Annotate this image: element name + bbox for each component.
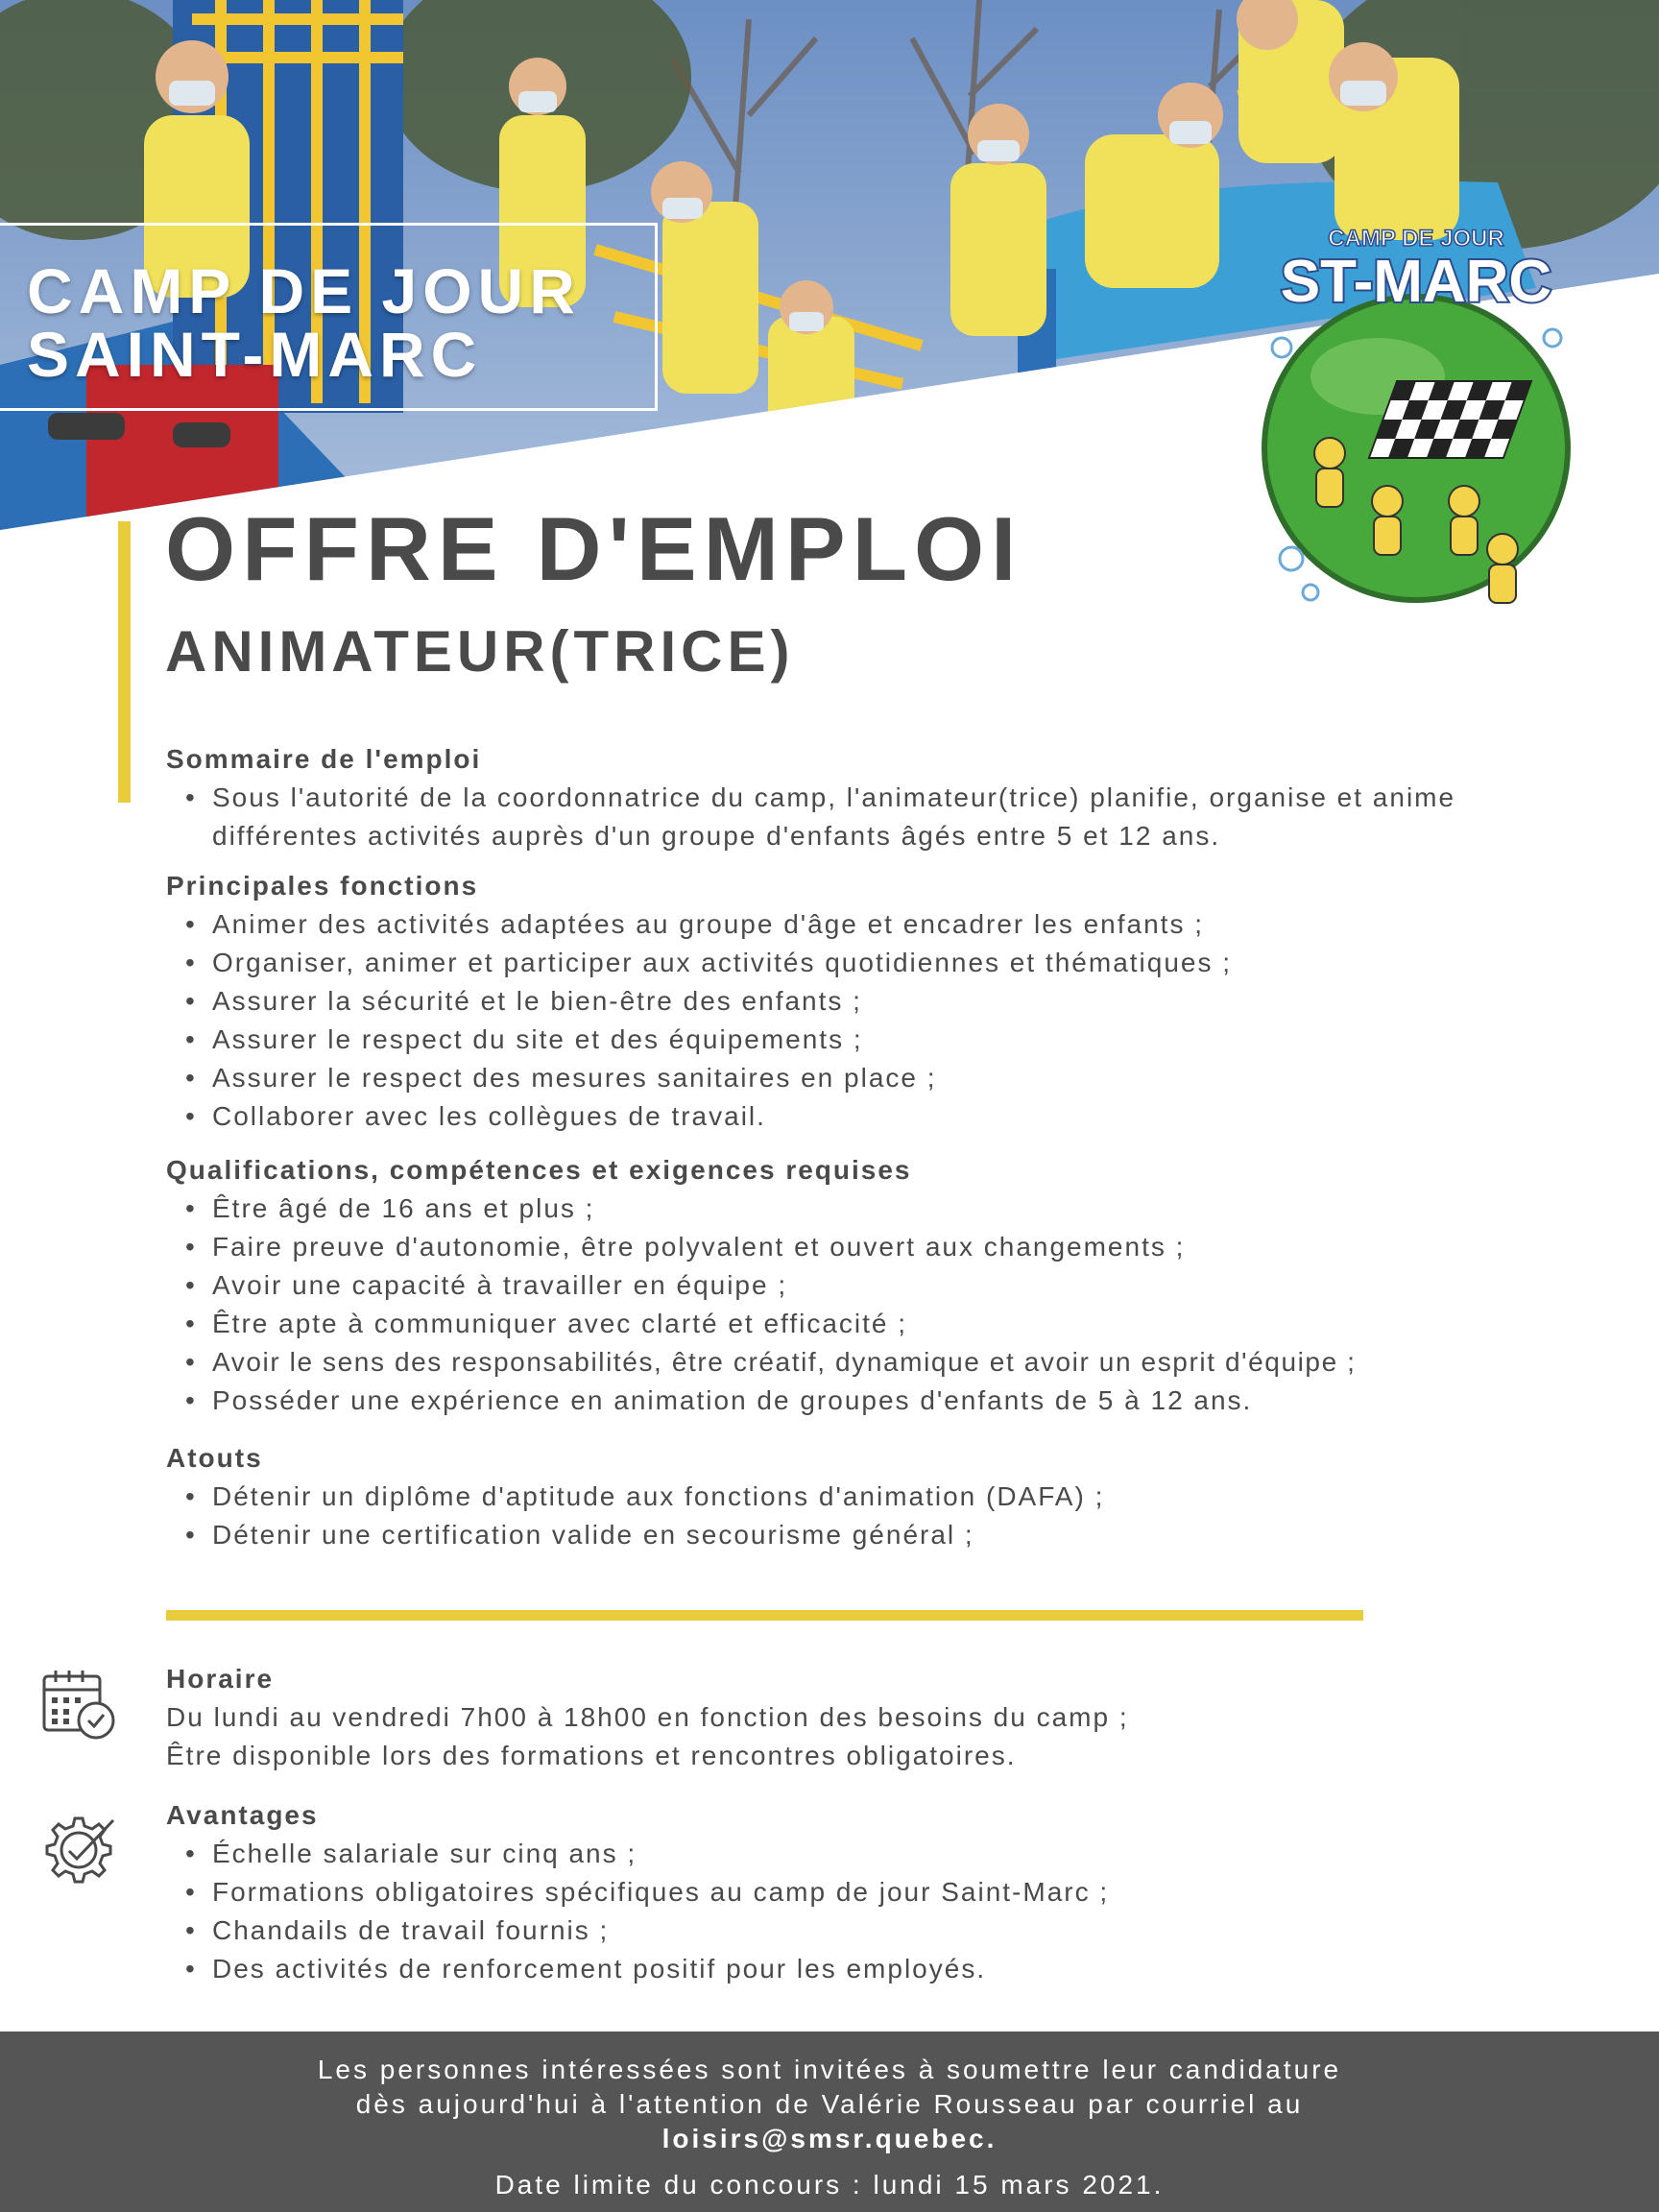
hero-title	[27, 255, 581, 390]
list-item: • Assurer le respect des mesures sanitaires en place ;	[166, 1059, 1558, 1097]
list-item: • Détenir un diplôme d'aptitude aux fonctions d'animation (DAFA) ;	[166, 1478, 1558, 1516]
page-subtitle: ANIMATEUR(TRICE)	[165, 619, 795, 684]
horaire-line: Du lundi au vendredi 7h00 à 18h00 en fonction des besoins du camp ;	[166, 1702, 1129, 1732]
section-title: Horaire	[166, 1664, 275, 1694]
section-horaire	[166, 1660, 1558, 1775]
list-item: • Formations obligatoires spécifiques au camp de jour Saint-Marc ;	[166, 1873, 1558, 1911]
section-sommaire	[166, 740, 1558, 855]
section-qualifications	[166, 1151, 1606, 1420]
section-divider	[166, 1610, 1363, 1621]
hero-title-line1: CAMP DE JOUR	[27, 255, 581, 326]
horaire-line: Être disponible lors des formations et rencontres obligatoires.	[166, 1741, 1017, 1770]
section-avantages	[166, 1796, 1558, 1988]
list-item: • Avoir le sens des responsabilités, être créatif, dynamique et avoir un esprit d'équipe ;	[166, 1343, 1606, 1382]
footer-deadline: Date limite du concours : lundi 15 mars 2021.	[494, 2170, 1165, 2200]
list-item: • Être apte à communiquer avec clarté et efficacité ;	[166, 1305, 1606, 1343]
calendar-clock-icon	[40, 1669, 119, 1742]
list-item: • Chandails de travail fournis ;	[166, 1911, 1558, 1950]
list-item: • Faire preuve d'autonomie, être polyvalent et ouvert aux changements ;	[166, 1228, 1606, 1266]
section-title: Principales fonctions	[166, 871, 479, 901]
hero-title-line2: SAINT-MARC	[27, 319, 483, 390]
list-item: • Assurer le respect du site et des équipements ;	[166, 1021, 1558, 1059]
list-item: • Détenir une certification valide en secourisme général ;	[166, 1516, 1558, 1554]
accent-bar	[118, 521, 131, 803]
section-title: Avantages	[166, 1800, 319, 1830]
section-fonctions	[166, 867, 1558, 1136]
list-item: • Animer des activités adaptées au groupe d'âge et encadrer les enfants ;	[166, 905, 1558, 944]
list-item: • Collaborer avec les collègues de travail.	[166, 1097, 1558, 1136]
list-item: • Assurer la sécurité et le bien-être des enfants ;	[166, 982, 1558, 1021]
section-atouts	[166, 1439, 1558, 1554]
list-item: • Organiser, animer et participer aux activités quotidiennes et thématiques ;	[166, 944, 1558, 982]
logo-text-main: ST-MARC	[1280, 249, 1552, 315]
gear-check-icon	[40, 1813, 119, 1887]
footer	[0, 2032, 1659, 2212]
list-item: • Posséder une expérience en animation de groupes d'enfants de 5 à 12 ans.	[166, 1382, 1606, 1420]
list-item: • Être âgé de 16 ans et plus ;	[166, 1190, 1606, 1228]
list-item: • Des activités de renforcement positif pour les employés.	[166, 1950, 1558, 1988]
section-title: Sommaire de l'emploi	[166, 744, 482, 774]
footer-email-link[interactable]: loisirs@smsr.quebec.	[661, 2124, 998, 2153]
list-item: • Échelle salariale sur cinq ans ;	[166, 1835, 1558, 1873]
section-title: Atouts	[166, 1443, 263, 1473]
list-item: • Avoir une capacité à travailler en équipe ;	[166, 1266, 1606, 1305]
footer-line1: Les personnes intéressées sont invitées à soumettre leur candidature	[317, 2055, 1342, 2084]
camp-logo-graphic	[1253, 213, 1579, 636]
camp-logo	[1253, 213, 1579, 636]
section-title: Qualifications, compétences et exigences requises	[166, 1155, 912, 1185]
page-title: OFFRE D'EMPLOI	[165, 498, 1023, 599]
logo-text-top: CAMP DE JOUR	[1328, 226, 1504, 252]
footer-line2: dès aujourd'hui à l'attention de Valérie Rousseau par courriel au	[355, 2089, 1304, 2119]
list-item: • Sous l'autorité de la coordonnatrice du camp, l'animateur(trice) planifie, organise et anime différentes activités auprès d'un groupe d'enfants âgés entre 5 et 12 ans.	[166, 779, 1556, 855]
